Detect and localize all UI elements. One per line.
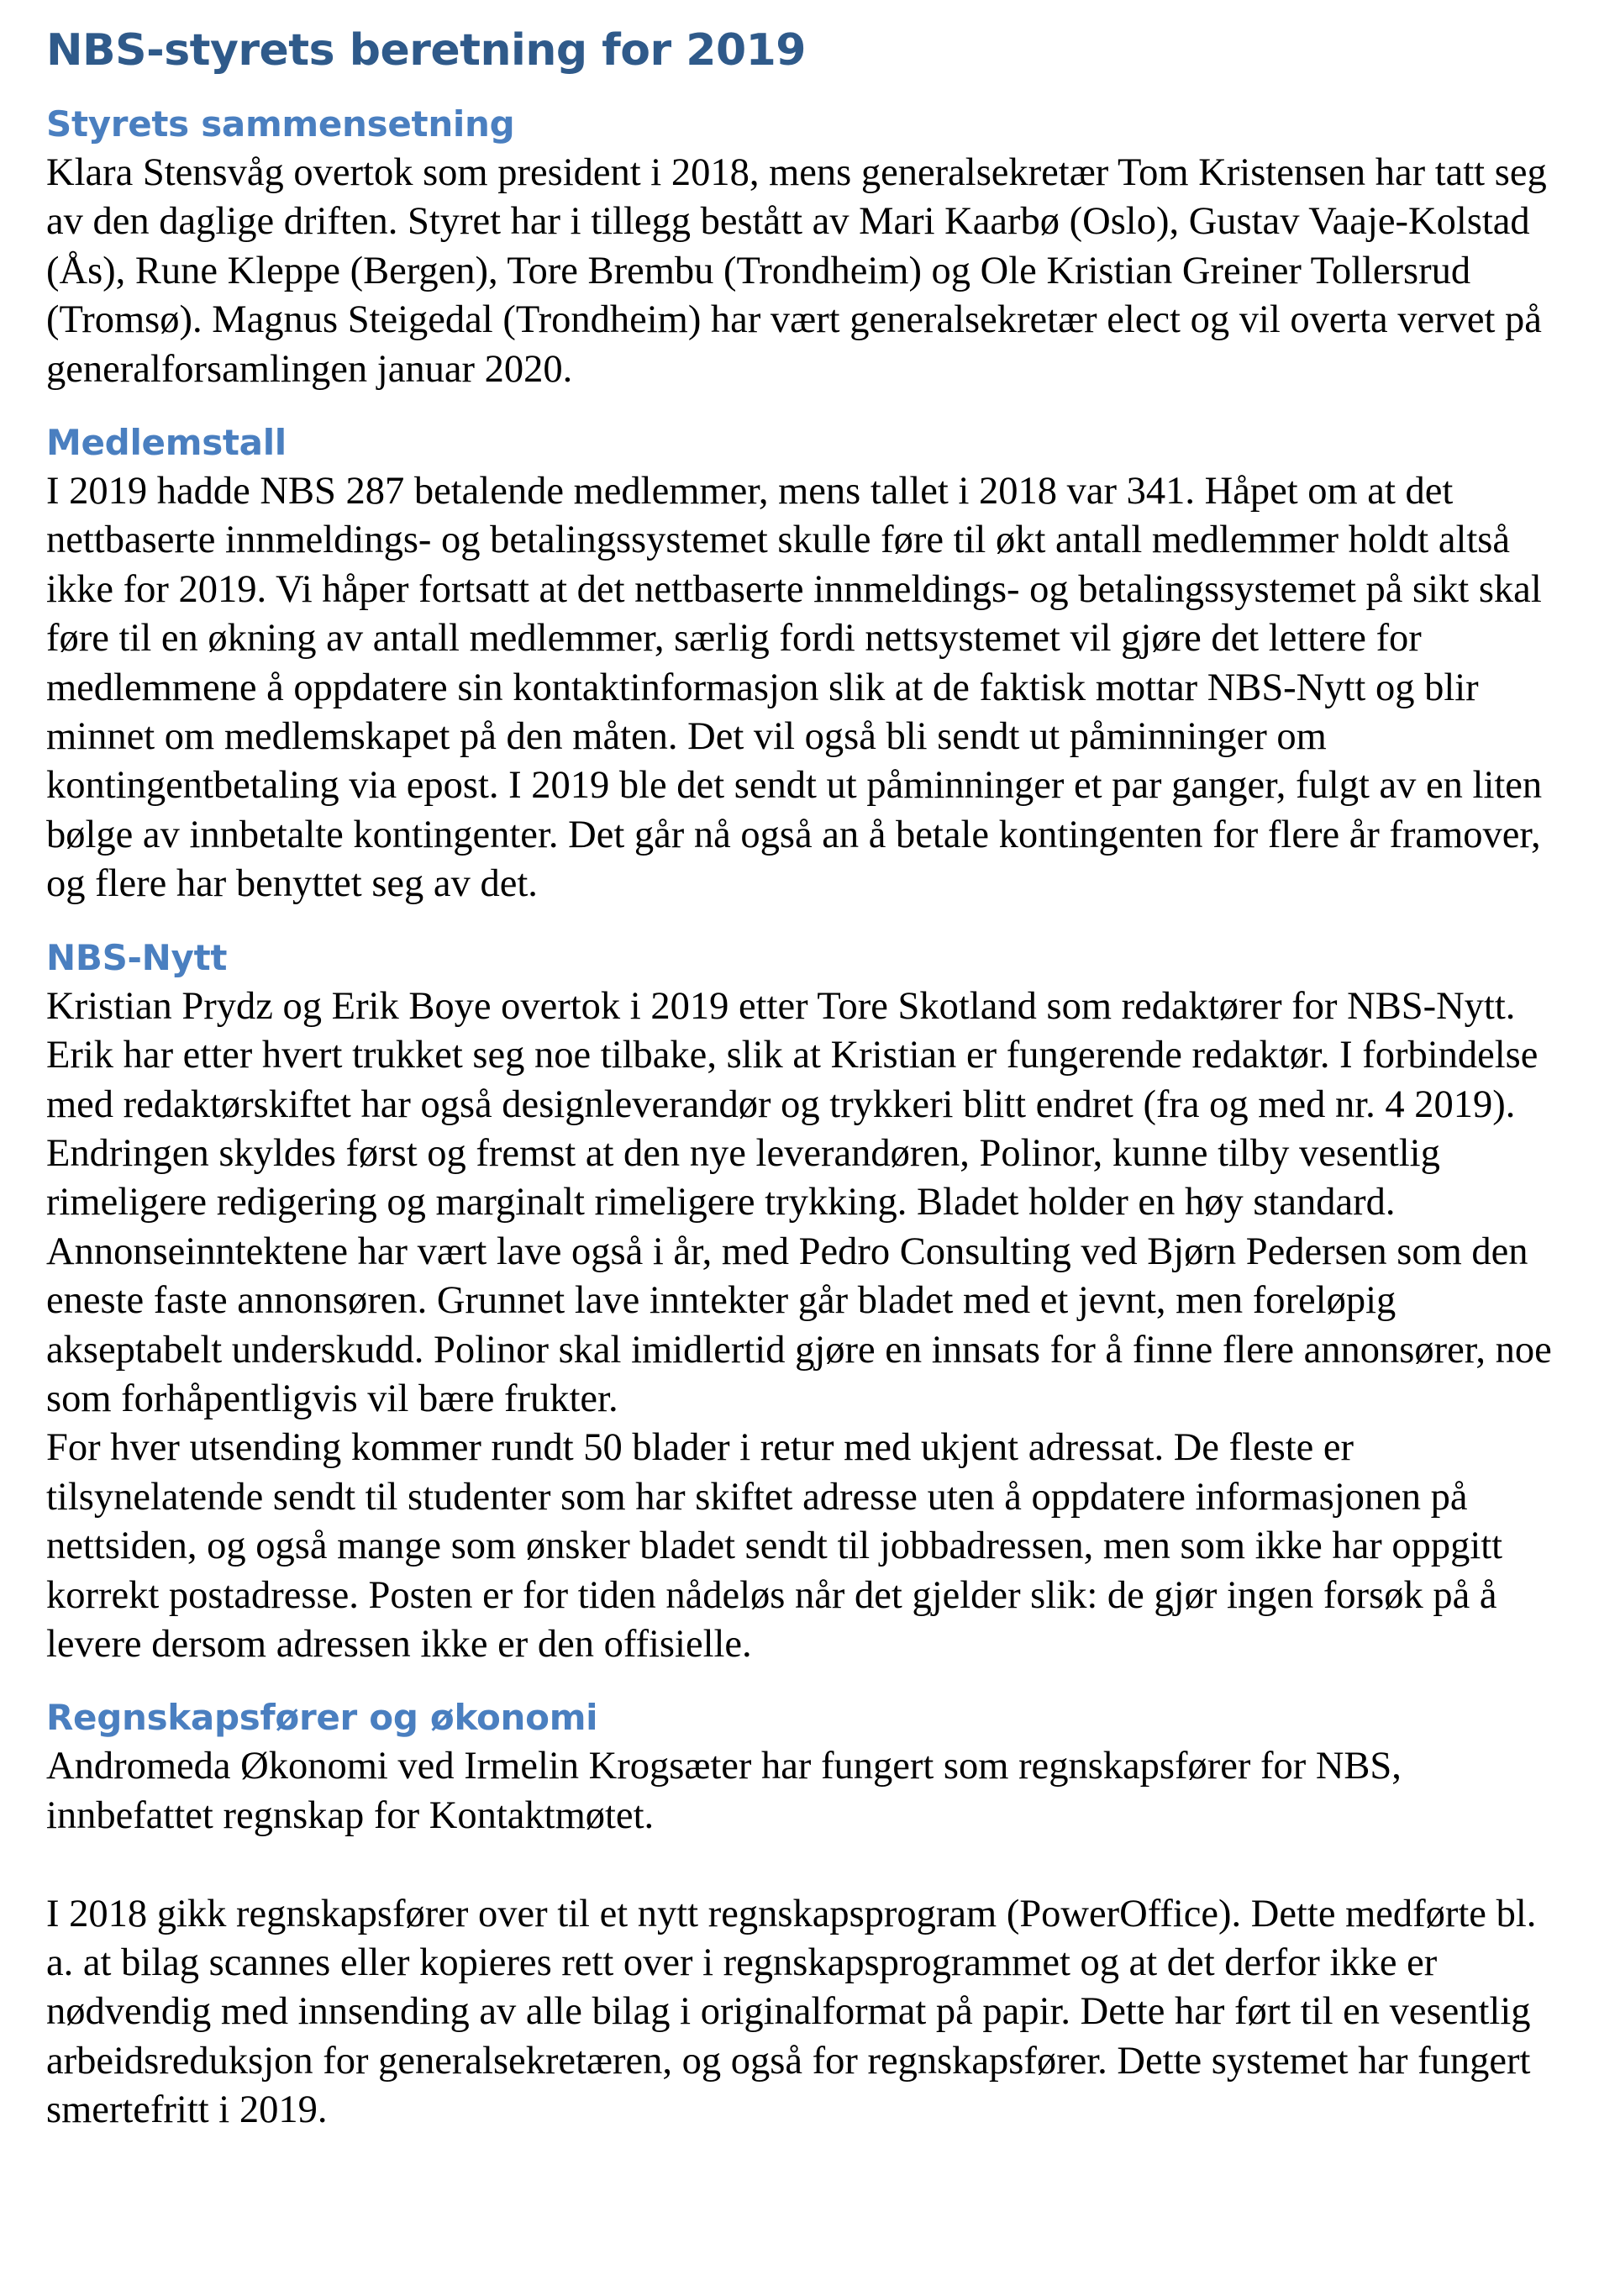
spacer (46, 76, 1559, 100)
section-heading: Regnskapsfører og økonomi (46, 1697, 598, 1739)
section-paragraph: I 2018 gikk regnskapsfører over til et nytt regnskapsprogram (PowerOffice). Dette medførte bl. a. at bilag scannes eller kopieres rett over i regnskapsprogrammet og at det derfor ikke er nødvendig med innsending av alle bilag i originalformat på papir. Dette har ført til en vesentlig arbeidsreduksjon for generalsekretæren, og også for regnskapsfører. Dette systemet har fungert smertefritt i 2019. (46, 1892, 1537, 2132)
spacer (46, 909, 1559, 934)
section-heading: NBS-Nytt (46, 936, 228, 978)
section-medlemstall (46, 419, 1559, 909)
document-page (46, 0, 1559, 2135)
section-paragraph: I 2019 hadde NBS 287 betalende medlemmer, mens tallet i 2018 var 341. Håpet om at det nettbaserte innmeldings- og betalingssystemet skulle føre til økt antall medlemmer holdt altså ikke for 2019. Vi håper fortsatt at det nettbaserte innmeldings- og betalingssystemet på sikt skal føre til en økning av antall medlemmer, særlig fordi nettsystemet vil gjøre det lettere for medlemmene å oppdatere sin kontaktinformasjon slik at de faktisk mottar NBS-Nytt og blir minnet om medlemskapet på den måten. Det vil også bli sendt ut påminninger om kontingentbetaling via epost. I 2019 ble det sendt ut påminninger et par ganger, fulgt av en liten bølge av innbetalte kontingenter. Det går nå også an å betale kontingenten for flere år framover, og flere har benyttet seg av det. (46, 470, 1543, 906)
document-title: NBS-styrets beretning for 2019 (46, 25, 806, 76)
spacer (46, 394, 1559, 419)
section-styrets-sammensetning (46, 100, 1559, 394)
section-heading: Medlemstall (46, 422, 287, 464)
section-paragraph: Klara Stensvåg overtok som president i 2018, mens generalsekretær Tom Kristensen har tatt seg av den daglige driften. Styret har i tillegg bestått av Mari Kaarbø (Oslo), Gustav Vaaje-Kolstad (Ås), Rune Kleppe (Bergen), Tore Brembu (Trondheim) og Ole Kristian Greiner Tollersrud (Tromsø). Magnus Steigedal (Trondheim) har vært generalsekretær elect og vil overta vervet på generalforsamlingen januar 2020. (46, 151, 1547, 391)
spacer (46, 1840, 1559, 1889)
section-regnskapsforer (46, 1693, 1559, 2135)
spacer (46, 1669, 1559, 1693)
section-paragraph: Kristian Prydz og Erik Boye overtok i 2019 etter Tore Skotland som redaktører for NBS-Nytt. Erik har etter hvert trukket seg noe tilbake, slik at Kristian er fungerende redaktør. I forbindelse med redaktørskiftet har også designleverandør og trykkeri blitt endret (fra og med nr. 4 2019). Endringen skyldes først og fremst at den nye leverandøren, Polinor, kunne tilby vesentlig rimeligere redigering og marginalt rimeligere trykking. Bladet holder en høy standard. Annonseinntektene har vært lave også i år, med Pedro Consulting ved Bjørn Pedersen som den eneste faste annonsøren. Grunnet lave inntekter går bladet med et jevnt, men foreløpig akseptabelt underskudd. Polinor skal imidlertid gjøre en innsats for å finne flere annonsører, noe som forhåpentligvis vil bære frukter. (46, 984, 1552, 1420)
section-heading: Styrets sammensetning (46, 103, 515, 145)
section-paragraph: For hver utsending kommer rundt 50 blader i retur med ukjent adressat. De fleste er tilsynelatende sendt til studenter som har skiftet adresse uten å oppdatere informasjonen på nettsiden, og også mange som ønsker bladet sendt til jobbadressen, men som ikke har oppgitt korrekt postadresse. Posten er for tiden nådeløs når det gjelder slik: de gjør ingen forsøk på å levere dersom adressen ikke er den offisielle. (46, 1426, 1503, 1666)
section-paragraph: Andromeda Økonomi ved Irmelin Krogsæter har fungert som regnskapsfører for NBS, innbefattet regnskap for Kontaktmøtet. (46, 1745, 1402, 1837)
section-nbs-nytt (46, 934, 1559, 1670)
